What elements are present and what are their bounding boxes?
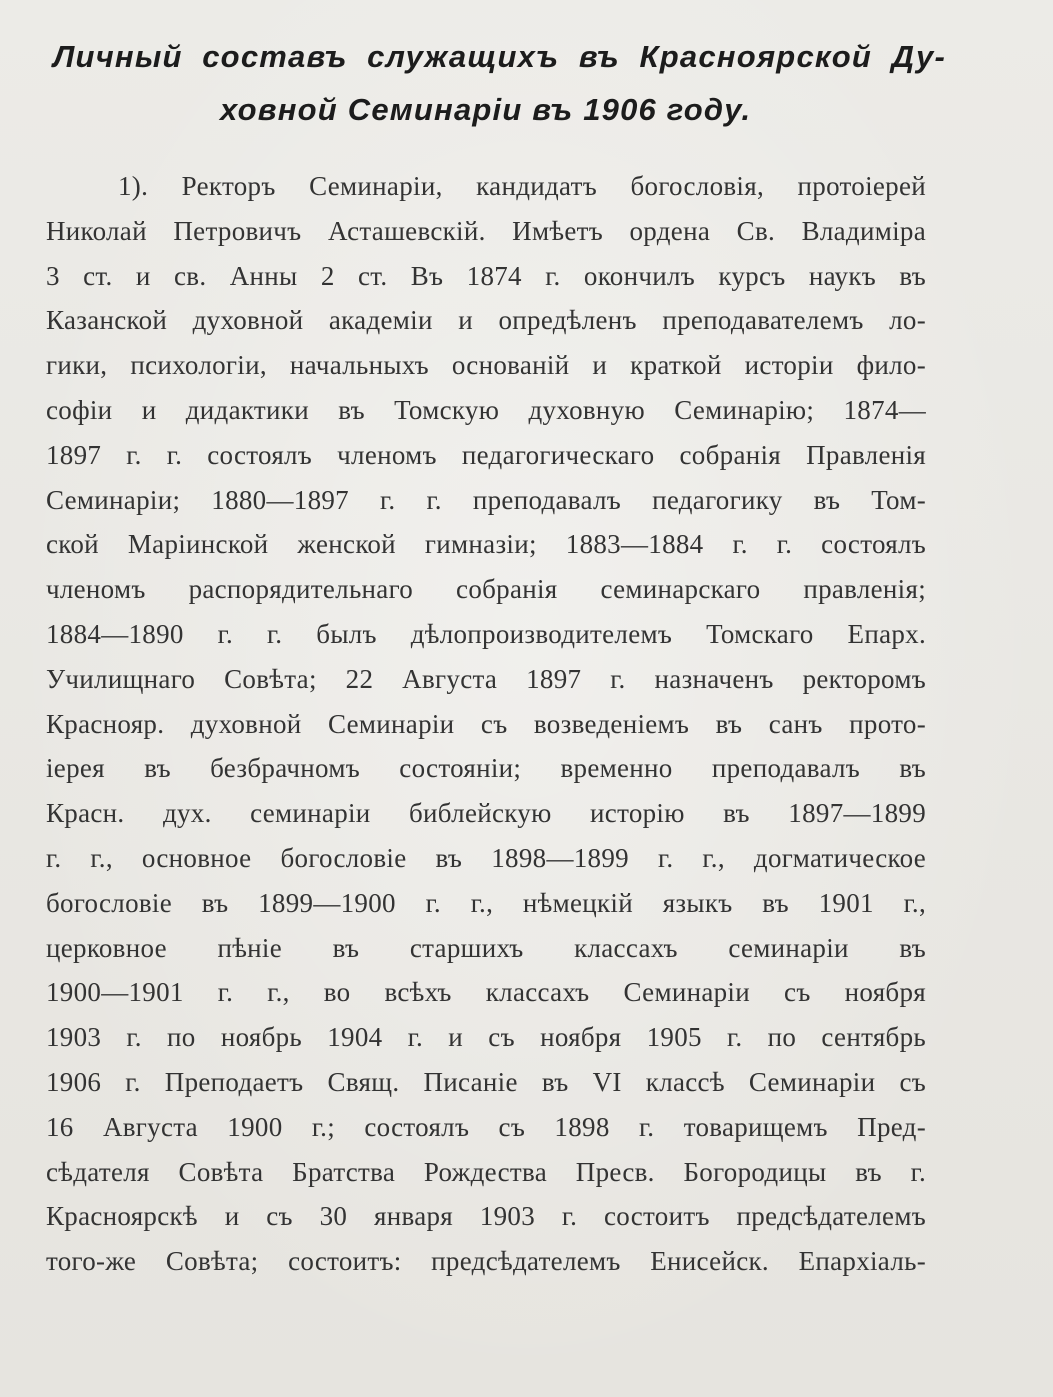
text-line: сѣдателя Совѣта Братства Рождества Пресв. Богородицы въ г. (46, 1156, 926, 1187)
title-line-2: ховной Семинаріи въ 1906 году. (220, 92, 752, 127)
text-line: 1). Ректоръ Семинаріи, кандидатъ богословія, протоіерей (118, 171, 926, 201)
text-line: Красн. дух. семинаріи библейскую исторію въ 1897—1899 (46, 798, 926, 829)
text-line: Краснояр. духовной Семинаріи съ возведеніемъ въ санъ прото- (46, 708, 926, 739)
text-line: 1884—1890 г. г. былъ дѣлопроизводителемъ Томскаго Епарх. (46, 618, 926, 649)
text-line: Красноярскѣ и съ 30 января 1903 г. состоитъ предсѣдателемъ (46, 1201, 926, 1232)
text-line: Казанской духовной академіи и опредѣленъ преподавателемъ ло- (46, 305, 926, 336)
text-line: 1906 г. Преподаетъ Свящ. Писаніе въ VI классѣ Семинаріи съ (46, 1066, 926, 1097)
text-line: г. г., основное богословіе въ 1898—1899 г. г., догматическое (46, 842, 926, 873)
text-line: 1903 г. по ноябрь 1904 г. и съ ноября 1905 г. по сентябрь (46, 1022, 926, 1053)
text-line: членомъ распорядительнаго собранія семинарскаго правленія; (46, 574, 926, 605)
title-line-1: Личный составъ служащихъ въ Красноярской Ду- (53, 39, 946, 74)
text-line: іерея въ безбрачномъ состояніи; временно преподавалъ въ (46, 753, 926, 784)
text-line: 3 ст. и св. Анны 2 ст. Въ 1874 г. окончилъ курсъ наукъ въ (46, 260, 926, 291)
text-line: гики, психологіи, начальныхъ основаній и краткой исторіи фило- (46, 350, 926, 381)
text-line: софіи и дидактики въ Томскую духовную Семинарію; 1874— (46, 394, 926, 425)
text-line: Училищнаго Совѣта; 22 Августа 1897 г. назначенъ ректоромъ (46, 663, 926, 694)
text-line: богословіе въ 1899—1900 г. г., нѣмецкій языкъ въ 1901 г., (46, 887, 926, 918)
text-line: 1897 г. г. состоялъ членомъ педагогическаго собранія Правленія (46, 439, 926, 470)
text-line: ской Маріинской женской гимназіи; 1883—1884 г. г. состоялъ (46, 529, 926, 560)
text-line: Николай Петровичъ Асташевскій. Имѣетъ ордена Св. Владиміра (46, 215, 926, 246)
page-title (40, 30, 1013, 136)
text-line: Семинаріи; 1880—1897 г. г. преподавалъ педагогику въ Том- (46, 484, 926, 515)
text-line: 1900—1901 г. г., во всѣхъ классахъ Семинаріи съ ноября (46, 977, 926, 1008)
text-line: того-же Совѣта; состоитъ: предсѣдателемъ Енисейск. Епархіаль- (46, 1246, 926, 1277)
text-line: церковное пѣніе въ старшихъ классахъ семинаріи въ (46, 932, 926, 963)
text-line: 16 Августа 1900 г.; состоялъ съ 1898 г. товарищемъ Пред- (46, 1111, 926, 1142)
body-paragraph (46, 164, 926, 1284)
